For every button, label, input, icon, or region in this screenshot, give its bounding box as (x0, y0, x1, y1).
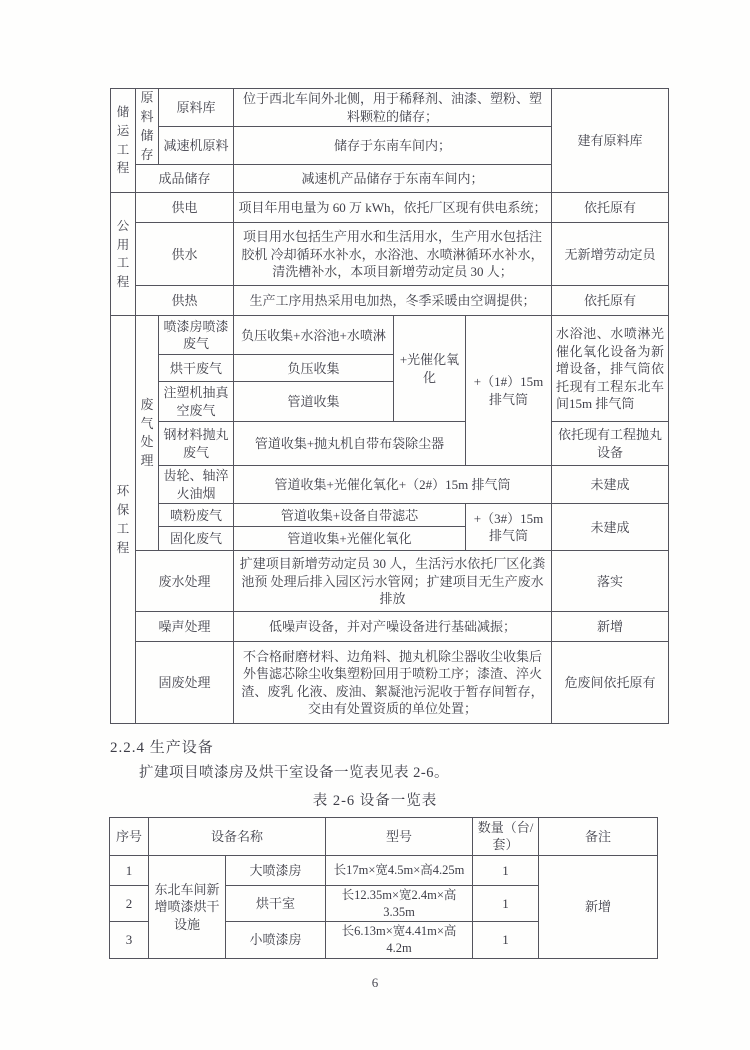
cell-index: 2 (110, 885, 149, 922)
cell-name: 大喷漆房 (226, 855, 326, 885)
remark-powder-gas: 未建成 (552, 504, 669, 551)
remark-storage: 建有原料库 (552, 89, 669, 193)
cell-model: 长6.13m×宽4.41m×高4.2m (326, 922, 473, 959)
item-power: 供电 (136, 193, 234, 223)
header-model: 型号 (326, 818, 473, 856)
desc-water: 项目用水包括生产用水和生活用水，生产用水包括注胶机 冷却循环水补水，水浴池、水喷淋循环水补水，清洗槽补水，本项目新增劳动定员 30 人； (234, 223, 552, 286)
page-number: 6 (371, 975, 379, 990)
table-row (111, 286, 669, 316)
cell-stack-3: +（3#）15m 排气筒 (466, 504, 552, 551)
desc-power: 项目年用电量为 60 万 kWh，依托厂区现有供电系统； (234, 193, 552, 223)
item-reducer-raw: 减速机原料 (159, 127, 234, 165)
group-label-utility: 公用工程 (111, 193, 136, 316)
cell-group-label: 东北车间新增喷漆烘干设施 (149, 855, 226, 958)
item-curing-gas: 固化废气 (159, 527, 234, 551)
desc-shot-blast-gas: 管道收集+抛丸机自带布袋除尘器 (234, 422, 466, 466)
item-finished-storage: 成品储存 (136, 165, 234, 193)
item-water: 供水 (136, 223, 234, 286)
equipment-table-caption: 表 2-6 设备一览表 (312, 793, 438, 809)
header-index: 序号 (110, 818, 149, 856)
table-row (111, 612, 669, 642)
remark-heat: 依托原有 (552, 286, 669, 316)
remark-power: 依托原有 (552, 193, 669, 223)
table-row (111, 466, 669, 504)
table-row (111, 422, 669, 466)
desc-solid-waste: 不合格耐磨材料、边角料、抛丸机除尘器收尘收集后外售滤芯除尘收集塑粉回用于喷粉工序；漆渣、淬火渣、废乳 化液、废油、絮凝池污泥收于暂存间暂存，交由有处置资质的单位处置； (234, 642, 552, 724)
cell-index: 1 (110, 855, 149, 885)
desc-finished-storage: 减速机产品储存于东南车间内； (234, 165, 552, 193)
equipment-table (109, 817, 658, 959)
desc-quench-fume: 管道收集+光催化氧化+（2#）15m 排气筒 (234, 466, 552, 504)
desc-heat: 生产工序用热采用电加热，冬季采暖由空调提供； (234, 286, 552, 316)
remark-wastewater: 落实 (552, 551, 669, 612)
equipment-header-row (110, 818, 658, 856)
desc-injection-gas: 管道收集 (234, 382, 394, 422)
desc-spray-gas: 负压收集+水浴池+水喷淋 (234, 316, 394, 355)
item-solid-waste: 固废处理 (136, 642, 234, 724)
item-dry-gas: 烘干废气 (159, 355, 234, 382)
remark-quench-fume: 未建成 (552, 466, 669, 504)
subgroup-label-waste-gas: 废气处理 (136, 316, 159, 551)
item-noise: 噪声处理 (136, 612, 234, 642)
desc-raw-warehouse: 位于西北车间外北侧，用于稀释剂、油漆、塑粉、塑料颗粒的储存； (234, 89, 552, 127)
table-row (111, 193, 669, 223)
item-spray-gas: 喷漆房喷漆废气 (159, 316, 234, 355)
remark-solid-waste: 危废间依托原有 (552, 642, 669, 724)
project-overview-table (110, 88, 669, 724)
cell-name: 烘干室 (226, 885, 326, 922)
header-name: 设备名称 (149, 818, 326, 856)
cell-quantity: 1 (473, 885, 539, 922)
table-row (110, 855, 658, 885)
cell-stack-1: +（1#）15m 排气筒 (466, 316, 552, 466)
desc-dry-gas: 负压收集 (234, 355, 394, 382)
group-label-storage: 储运工程 (111, 89, 136, 193)
cell-quantity: 1 (473, 922, 539, 959)
section-heading: 2.2.4 生产设备 (110, 740, 214, 756)
table-row (111, 551, 669, 612)
section-paragraph: 扩建项目喷漆房及烘干室设备一览表见表 2-6。 (139, 765, 449, 781)
table-row (111, 223, 669, 286)
cell-note: 新增 (539, 855, 658, 958)
table-row (111, 89, 669, 127)
cell-name: 小喷漆房 (226, 922, 326, 959)
cell-quantity: 1 (473, 855, 539, 885)
item-raw-warehouse: 原料库 (159, 89, 234, 127)
remark-water: 无新增劳动定员 (552, 223, 669, 286)
table-row (111, 642, 669, 724)
desc-reducer-raw: 储存于东南车间内； (234, 127, 552, 165)
cell-index: 3 (110, 922, 149, 959)
desc-wastewater: 扩建项目新增劳动定员 30 人，生活污水依托厂区化粪池预 处理后排入园区污水管网；扩建项目无生产废水排放 (234, 551, 552, 612)
item-shot-blast-gas: 钢材料抛丸废气 (159, 422, 234, 466)
remark-spray-gas: 水浴池、水喷淋光催化氧化设备为新增设备，排气筒依托现有工程东北车间15m 排气筒 (552, 316, 669, 422)
cell-model: 长12.35m×宽2.4m×高3.35m (326, 885, 473, 922)
item-heat: 供热 (136, 286, 234, 316)
subgroup-label-raw-storage: 原料储存 (136, 89, 159, 165)
remark-noise: 新增 (552, 612, 669, 642)
group-label-environment: 环保工程 (111, 316, 136, 724)
header-note: 备注 (539, 818, 658, 856)
remark-shot-blast-gas: 依托现有工程抛丸设备 (552, 422, 669, 466)
item-quench-fume: 齿轮、轴淬火油烟 (159, 466, 234, 504)
desc-curing-gas: 管道收集+光催化氧化 (234, 527, 466, 551)
desc-powder-gas: 管道收集+设备自带滤芯 (234, 504, 466, 527)
item-wastewater: 废水处理 (136, 551, 234, 612)
header-quantity: 数量（台/套） (473, 818, 539, 856)
table-row (111, 316, 669, 355)
table-row (111, 504, 669, 527)
cell-model: 长17m×宽4.5m×高4.25m (326, 855, 473, 885)
item-injection-gas: 注塑机抽真空废气 (159, 382, 234, 422)
cell-photo-oxidation: +光催化氧化 (394, 316, 466, 422)
desc-noise: 低噪声设备，并对产噪设备进行基础减振； (234, 612, 552, 642)
item-powder-gas: 喷粉废气 (159, 504, 234, 527)
